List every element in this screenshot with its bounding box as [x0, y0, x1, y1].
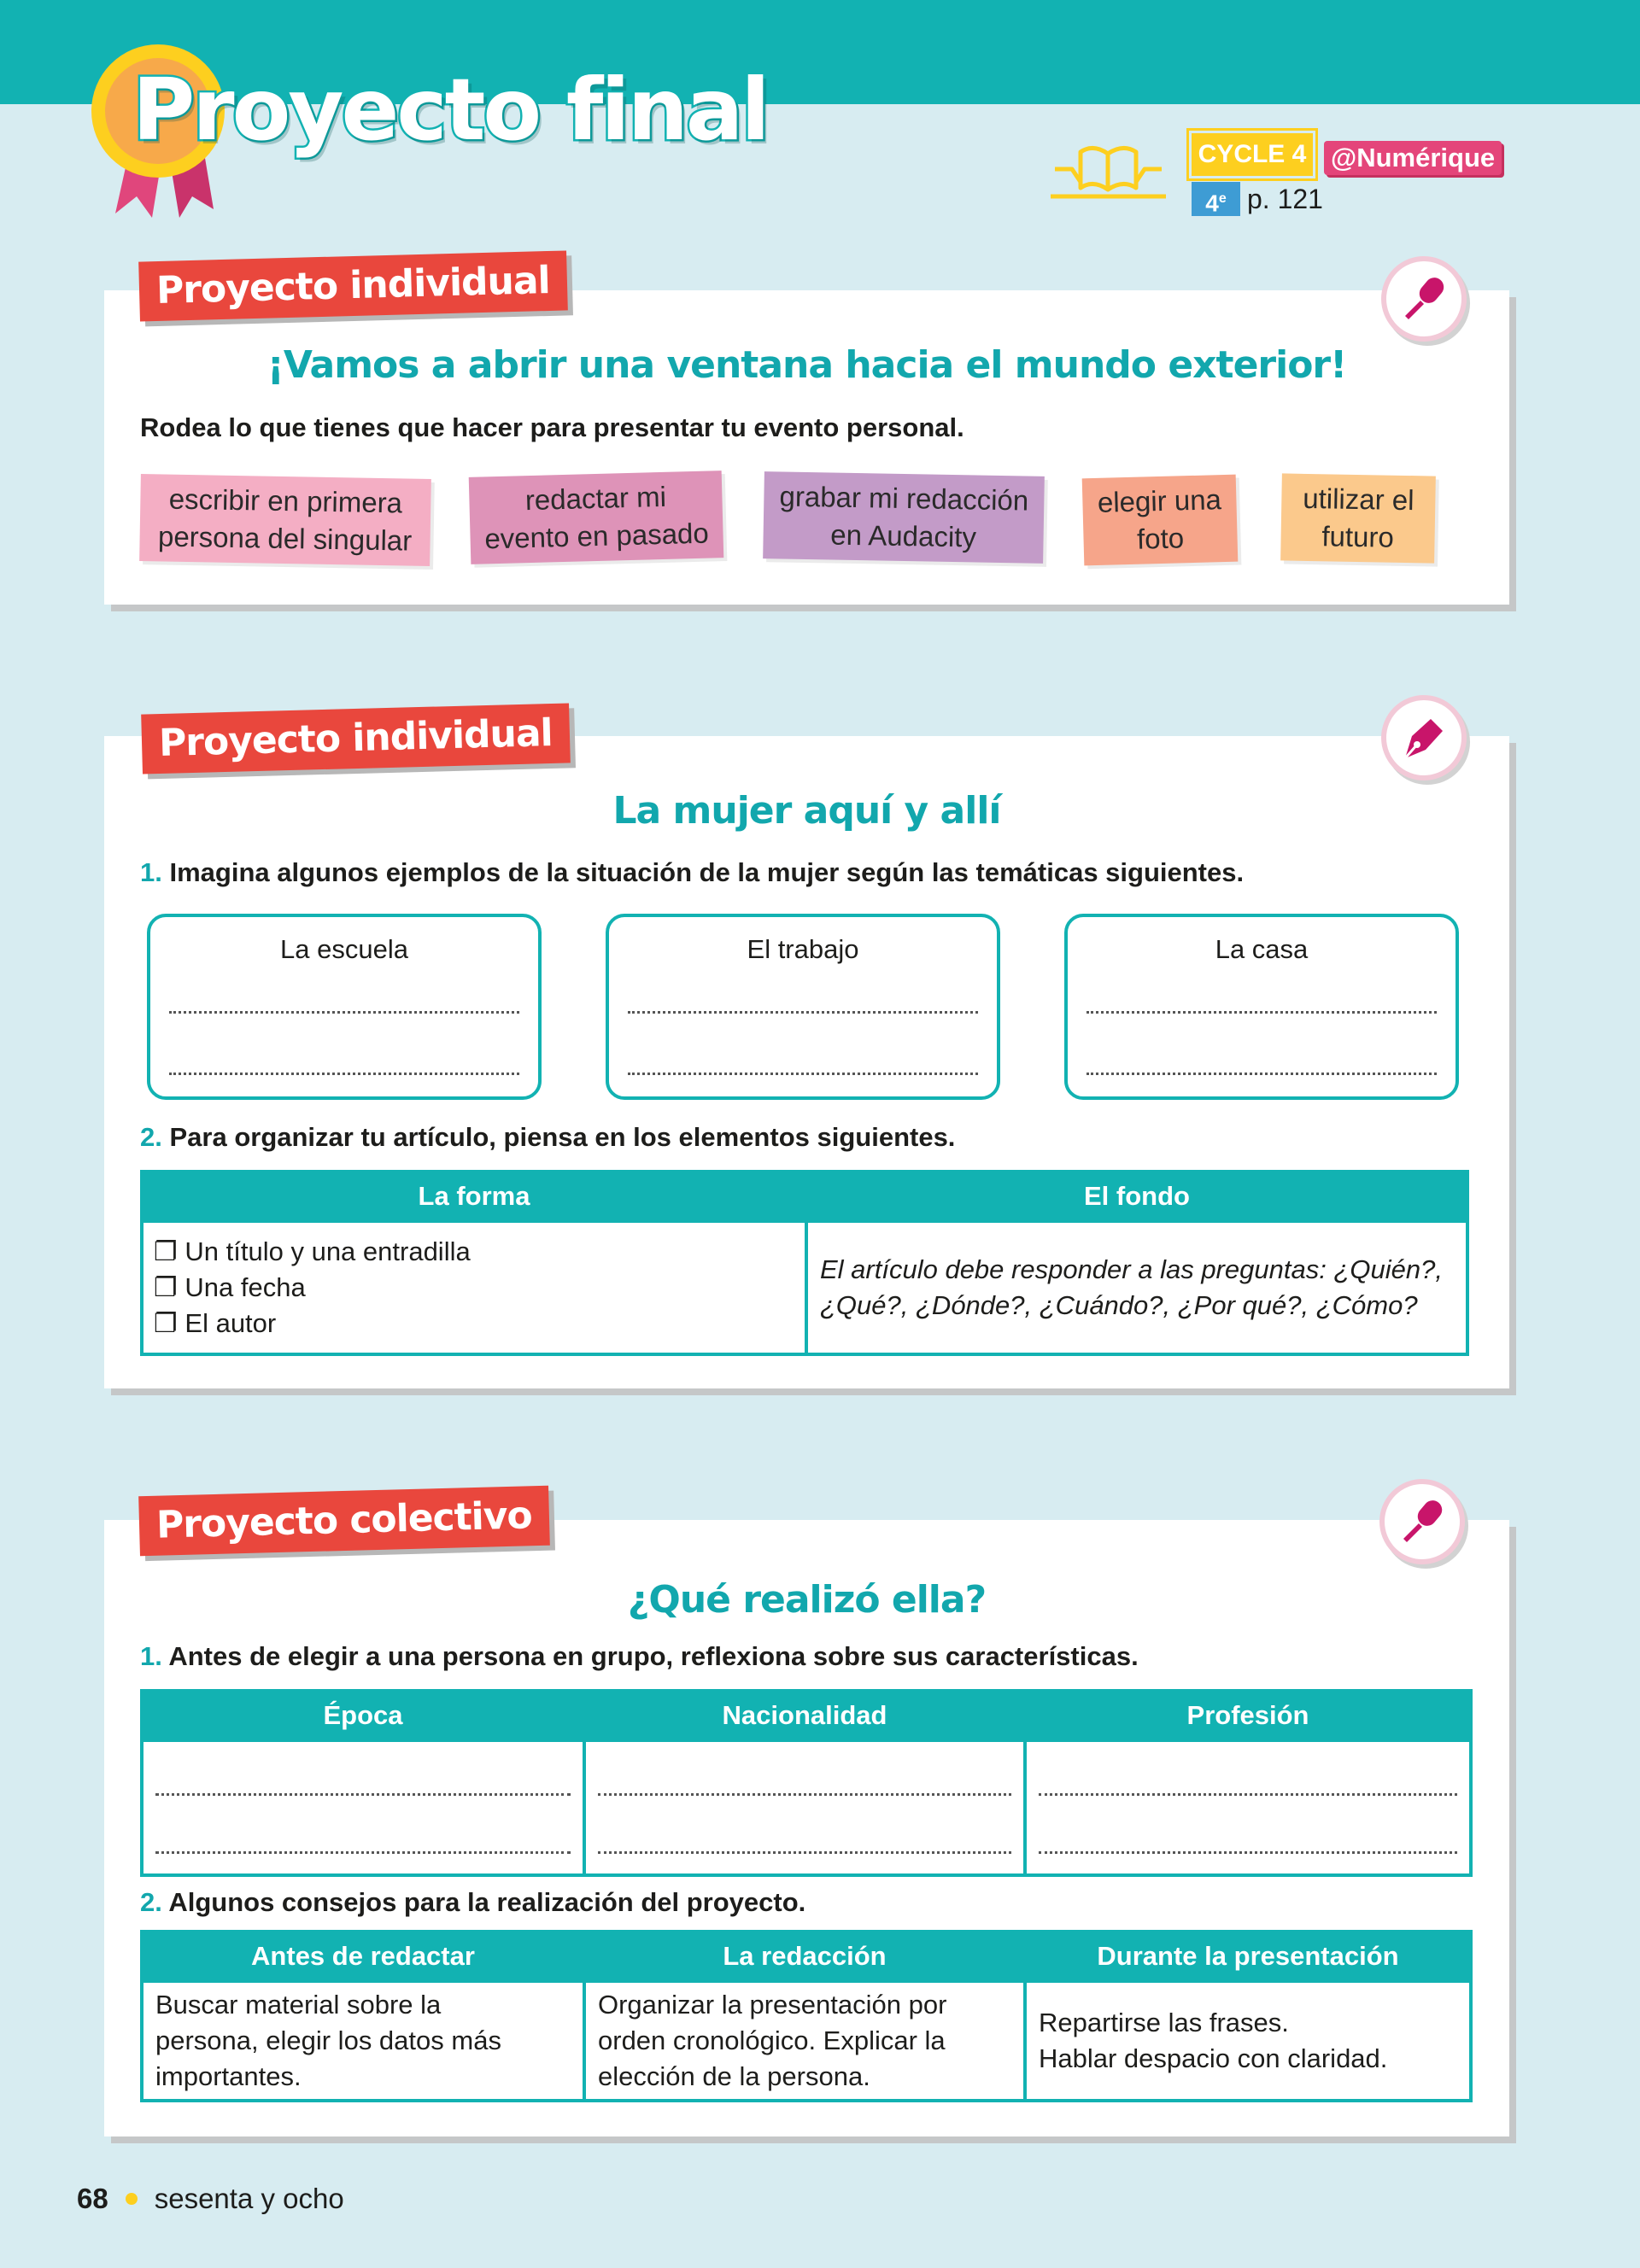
option-note-1-line1: escribir en primera	[168, 482, 403, 519]
option-note-5[interactable]	[1280, 473, 1436, 563]
option-note-2[interactable]	[469, 471, 724, 564]
section-2-heading: La mujer aquí y allí	[612, 789, 1001, 833]
q1-number: 1.	[140, 1641, 162, 1671]
answer-line	[598, 1851, 1011, 1854]
answer-line	[1086, 1073, 1437, 1075]
answer-line	[169, 1073, 519, 1075]
q1-text: Antes de elegir a una persona en grupo, reflexiona sobre sus características.	[168, 1641, 1139, 1671]
tip-presentacion-line-2: Hablar despacio con claridad.	[1039, 2043, 1388, 2073]
numerique-link[interactable]: @Numérique	[1324, 141, 1502, 175]
page-number: 68	[77, 2183, 108, 2214]
form-content-table	[140, 1170, 1469, 1356]
option-note-2-line2: evento en pasado	[483, 517, 710, 555]
pen-nib-icon	[1381, 695, 1467, 780]
theme-box-home[interactable]	[1064, 914, 1459, 1100]
page-title: Proyecto final	[132, 60, 768, 160]
option-note-1[interactable]	[139, 474, 431, 566]
section-2-tag: Proyecto individual	[141, 703, 570, 774]
tips-table	[140, 1930, 1473, 2102]
section-1-tag: Proyecto individual	[138, 250, 567, 321]
tip-antes-line-2: persona, elegir los datos más	[155, 2025, 501, 2055]
section-2-q2	[140, 1122, 955, 1153]
section-3-tag: Proyecto colectivo	[138, 1486, 549, 1557]
option-note-2-line1: redactar mi	[524, 480, 667, 517]
profesion-answer[interactable]	[1025, 1740, 1471, 1875]
section-card-1	[104, 290, 1509, 605]
section-card-3	[104, 1520, 1509, 2136]
theme-box-work[interactable]	[606, 914, 1000, 1100]
option-note-3[interactable]	[763, 471, 1045, 564]
theme-label-school: La escuela	[280, 934, 408, 964]
reading-book-icon	[1046, 135, 1170, 205]
option-note-4[interactable]	[1082, 475, 1239, 566]
footer-bullet-icon	[126, 2193, 138, 2205]
q2-number: 2.	[140, 1887, 162, 1917]
answer-line	[598, 1793, 1011, 1796]
section-3-q1	[140, 1641, 1139, 1672]
grade-number: 4	[1205, 190, 1219, 217]
cycle-badge: CYCLE 4	[1192, 133, 1313, 176]
option-note-3-line2: en Audacity	[829, 518, 977, 553]
section-1-heading: ¡Vamos a abrir una ventana hacia el mundo exterior!	[266, 343, 1347, 387]
q2-number: 2.	[140, 1122, 162, 1152]
q2-text: Para organizar tu artículo, piensa en los elementos siguientes.	[169, 1122, 956, 1152]
grade-badge	[1192, 182, 1240, 216]
header-antes-de-redactar: Antes de redactar	[142, 1932, 584, 1981]
tip-presentacion-line-1: Repartirse las frases.	[1039, 2008, 1289, 2037]
answer-line	[1039, 1851, 1457, 1854]
option-note-4-line1: elegir una	[1097, 483, 1222, 518]
tip-antes	[142, 1981, 584, 2101]
checklist-item-author[interactable]: ❐ El autor	[154, 1308, 277, 1338]
tip-redaccion	[584, 1981, 1025, 2101]
theme-box-school[interactable]	[147, 914, 542, 1100]
section-card-2	[104, 736, 1509, 1388]
microphone-icon	[1379, 1479, 1465, 1564]
tip-antes-line-1: Buscar material sobre la	[155, 1990, 442, 2020]
q2-text: Algunos consejos para la realización del proyecto.	[168, 1887, 806, 1917]
answer-line	[628, 1011, 978, 1014]
q1-number: 1.	[140, 857, 162, 887]
page-number-words: sesenta y ocho	[154, 2183, 344, 2214]
section-2-q1	[140, 857, 1244, 888]
answer-line	[169, 1011, 519, 1014]
option-note-5-line1: utilizar el	[1302, 482, 1414, 517]
checklist-item-date[interactable]: ❐ Una fecha	[154, 1272, 306, 1302]
answer-line	[628, 1073, 978, 1075]
fondo-line-1: El artículo debe responder a las preguntas: ¿Quién?,	[820, 1254, 1443, 1284]
page-footer	[77, 2183, 344, 2215]
answer-line	[155, 1851, 571, 1854]
forma-cell	[142, 1221, 806, 1354]
option-note-4-line2: foto	[1136, 522, 1185, 555]
header-fondo: El fondo	[806, 1172, 1467, 1221]
characteristics-table	[140, 1689, 1473, 1877]
header-profesion: Profesión	[1025, 1691, 1471, 1740]
option-note-5-line2: futuro	[1321, 520, 1395, 553]
page-reference: p. 121	[1247, 184, 1323, 214]
header-la-redaccion: La redacción	[584, 1932, 1025, 1981]
answer-line	[1086, 1011, 1437, 1014]
tip-redaccion-line-1: Organizar la presentación por	[598, 1990, 947, 2020]
tip-redaccion-line-2: orden cronológico. Explicar la	[598, 2025, 946, 2055]
epoca-answer[interactable]	[142, 1740, 584, 1875]
nacionalidad-answer[interactable]	[584, 1740, 1025, 1875]
option-note-1-line2: persona del singular	[157, 520, 413, 557]
theme-label-work: El trabajo	[747, 934, 859, 964]
q1-text: Imagina algunos ejemplos de la situación de la mujer según las temáticas siguientes.	[169, 857, 1245, 887]
theme-label-home: La casa	[1215, 934, 1309, 964]
section-3-q2	[140, 1887, 805, 1918]
answer-line	[155, 1793, 571, 1796]
section-3-heading: ¿Qué realizó ella?	[627, 1578, 987, 1622]
tip-redaccion-line-3: elección de la persona.	[598, 2061, 870, 2091]
checklist-item-title[interactable]: ❐ Un título y una entradilla	[154, 1236, 471, 1266]
header-nacionalidad: Nacionalidad	[584, 1691, 1025, 1740]
header-epoca: Época	[142, 1691, 584, 1740]
grade-suffix: e	[1218, 191, 1227, 206]
option-note-3-line1: grabar mi redacción	[779, 480, 1029, 517]
tip-presentacion	[1025, 1981, 1471, 2101]
tip-antes-line-3: importantes.	[155, 2061, 302, 2091]
header-forma: La forma	[142, 1172, 806, 1221]
microphone-icon	[1381, 256, 1467, 342]
answer-line	[1039, 1793, 1457, 1796]
section-1-instruction: Rodea lo que tienes que hacer para presentar tu evento personal.	[140, 412, 964, 442]
header-durante-presentacion: Durante la presentación	[1025, 1932, 1471, 1981]
fondo-line-2: ¿Qué?, ¿Dónde?, ¿Cuándo?, ¿Por qué?, ¿Cómo?	[820, 1290, 1418, 1320]
fondo-cell	[806, 1221, 1467, 1354]
